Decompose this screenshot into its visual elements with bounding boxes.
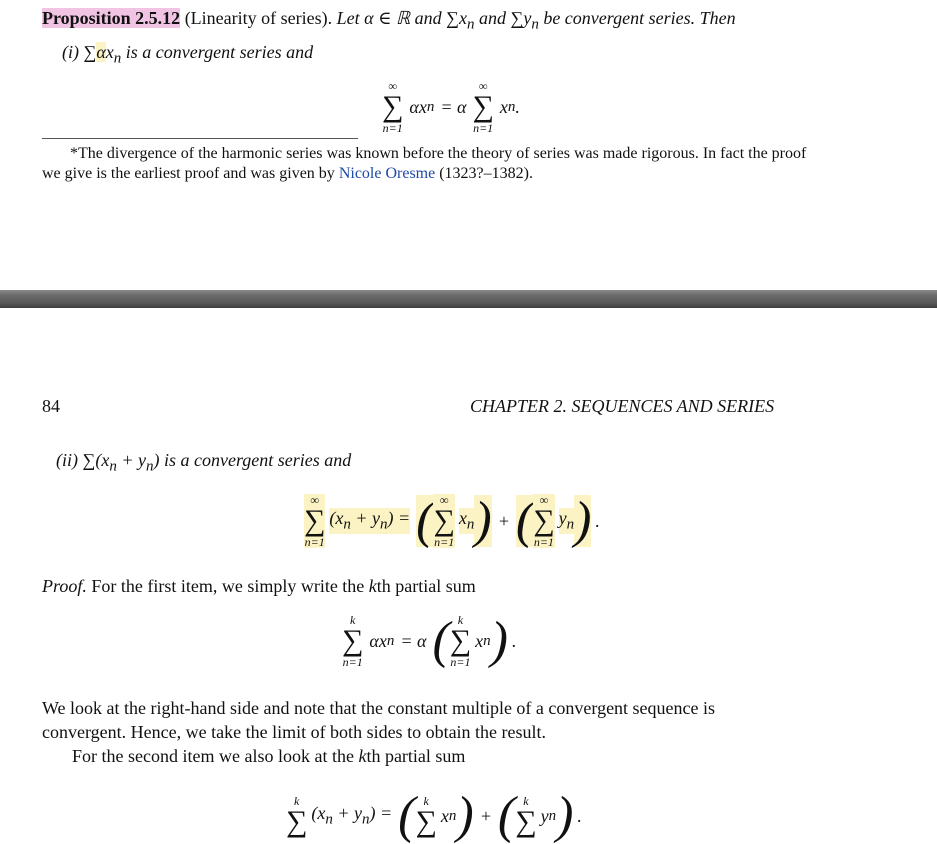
footnote-line-1: *The divergence of the harmonic series was known before the theory of series was made rigorous. In fact the proof xyxy=(70,145,807,162)
paragraph-1-line-1: We look at the right-hand side and note that the constant multiple of a convergent sequence is xyxy=(42,698,716,718)
item-i: (i) $\sum\alpha x_n$ is a convergent series and xyxy=(62,42,314,67)
proof-line: Proof. For the first item, we simply write the kth partial sum xyxy=(42,576,476,596)
proof-label: Proof. xyxy=(42,576,87,596)
footnote-link-oresme[interactable]: Nicole Oresme xyxy=(338,165,436,182)
chapter-header: CHAPTER 2. SEQUENCES AND SERIES xyxy=(470,396,775,416)
proposition-heading xyxy=(42,8,736,34)
proposition-title: (Linearity of series). xyxy=(184,8,333,28)
previous-page-fragment xyxy=(0,0,937,290)
current-page xyxy=(0,308,937,844)
paragraph-1-line-2: convergent. Hence, we take the limit of both sides to obtain the result. xyxy=(42,722,547,742)
equation-3: k ∑ n=1 αx n = α ( k ∑ n=1 x n ) . xyxy=(342,612,517,669)
footnote-line-2: we give is the earliest proof and was given by Nicole Oresme (1323?–1382). xyxy=(42,165,533,182)
item-ii: (ii) $\sum(x_n + y_n)$ is a convergent series and xyxy=(56,450,352,475)
footnote-rule xyxy=(42,138,358,139)
page-number: 84 xyxy=(42,396,60,416)
equation-4: k ∑ $(x_n + y_n)$ = ( k ∑ x n ) + ( k ∑ y n ) . xyxy=(286,787,582,844)
proposition-label: Proposition 2.5.12 xyxy=(42,8,181,28)
paragraph-2: For the second item we also look at the kth partial sum xyxy=(72,746,466,766)
proposition-statement: Let α ∈ ℝ and $\sum x_n$ and $\sum y_n$ be convergent series. Then xyxy=(336,8,736,33)
equation-1: ∞ ∑ n=1 αx n = α ∞ ∑ n=1 x n . xyxy=(382,79,520,135)
page-divider xyxy=(0,290,937,308)
equation-2: ∞ ∑ n=1 $(x_n + y_n)$ = ( ∞ ∑ n=1 $x_n$ ) + ( ∞ ∑ n=1 $y_n$ ) . xyxy=(304,492,600,549)
